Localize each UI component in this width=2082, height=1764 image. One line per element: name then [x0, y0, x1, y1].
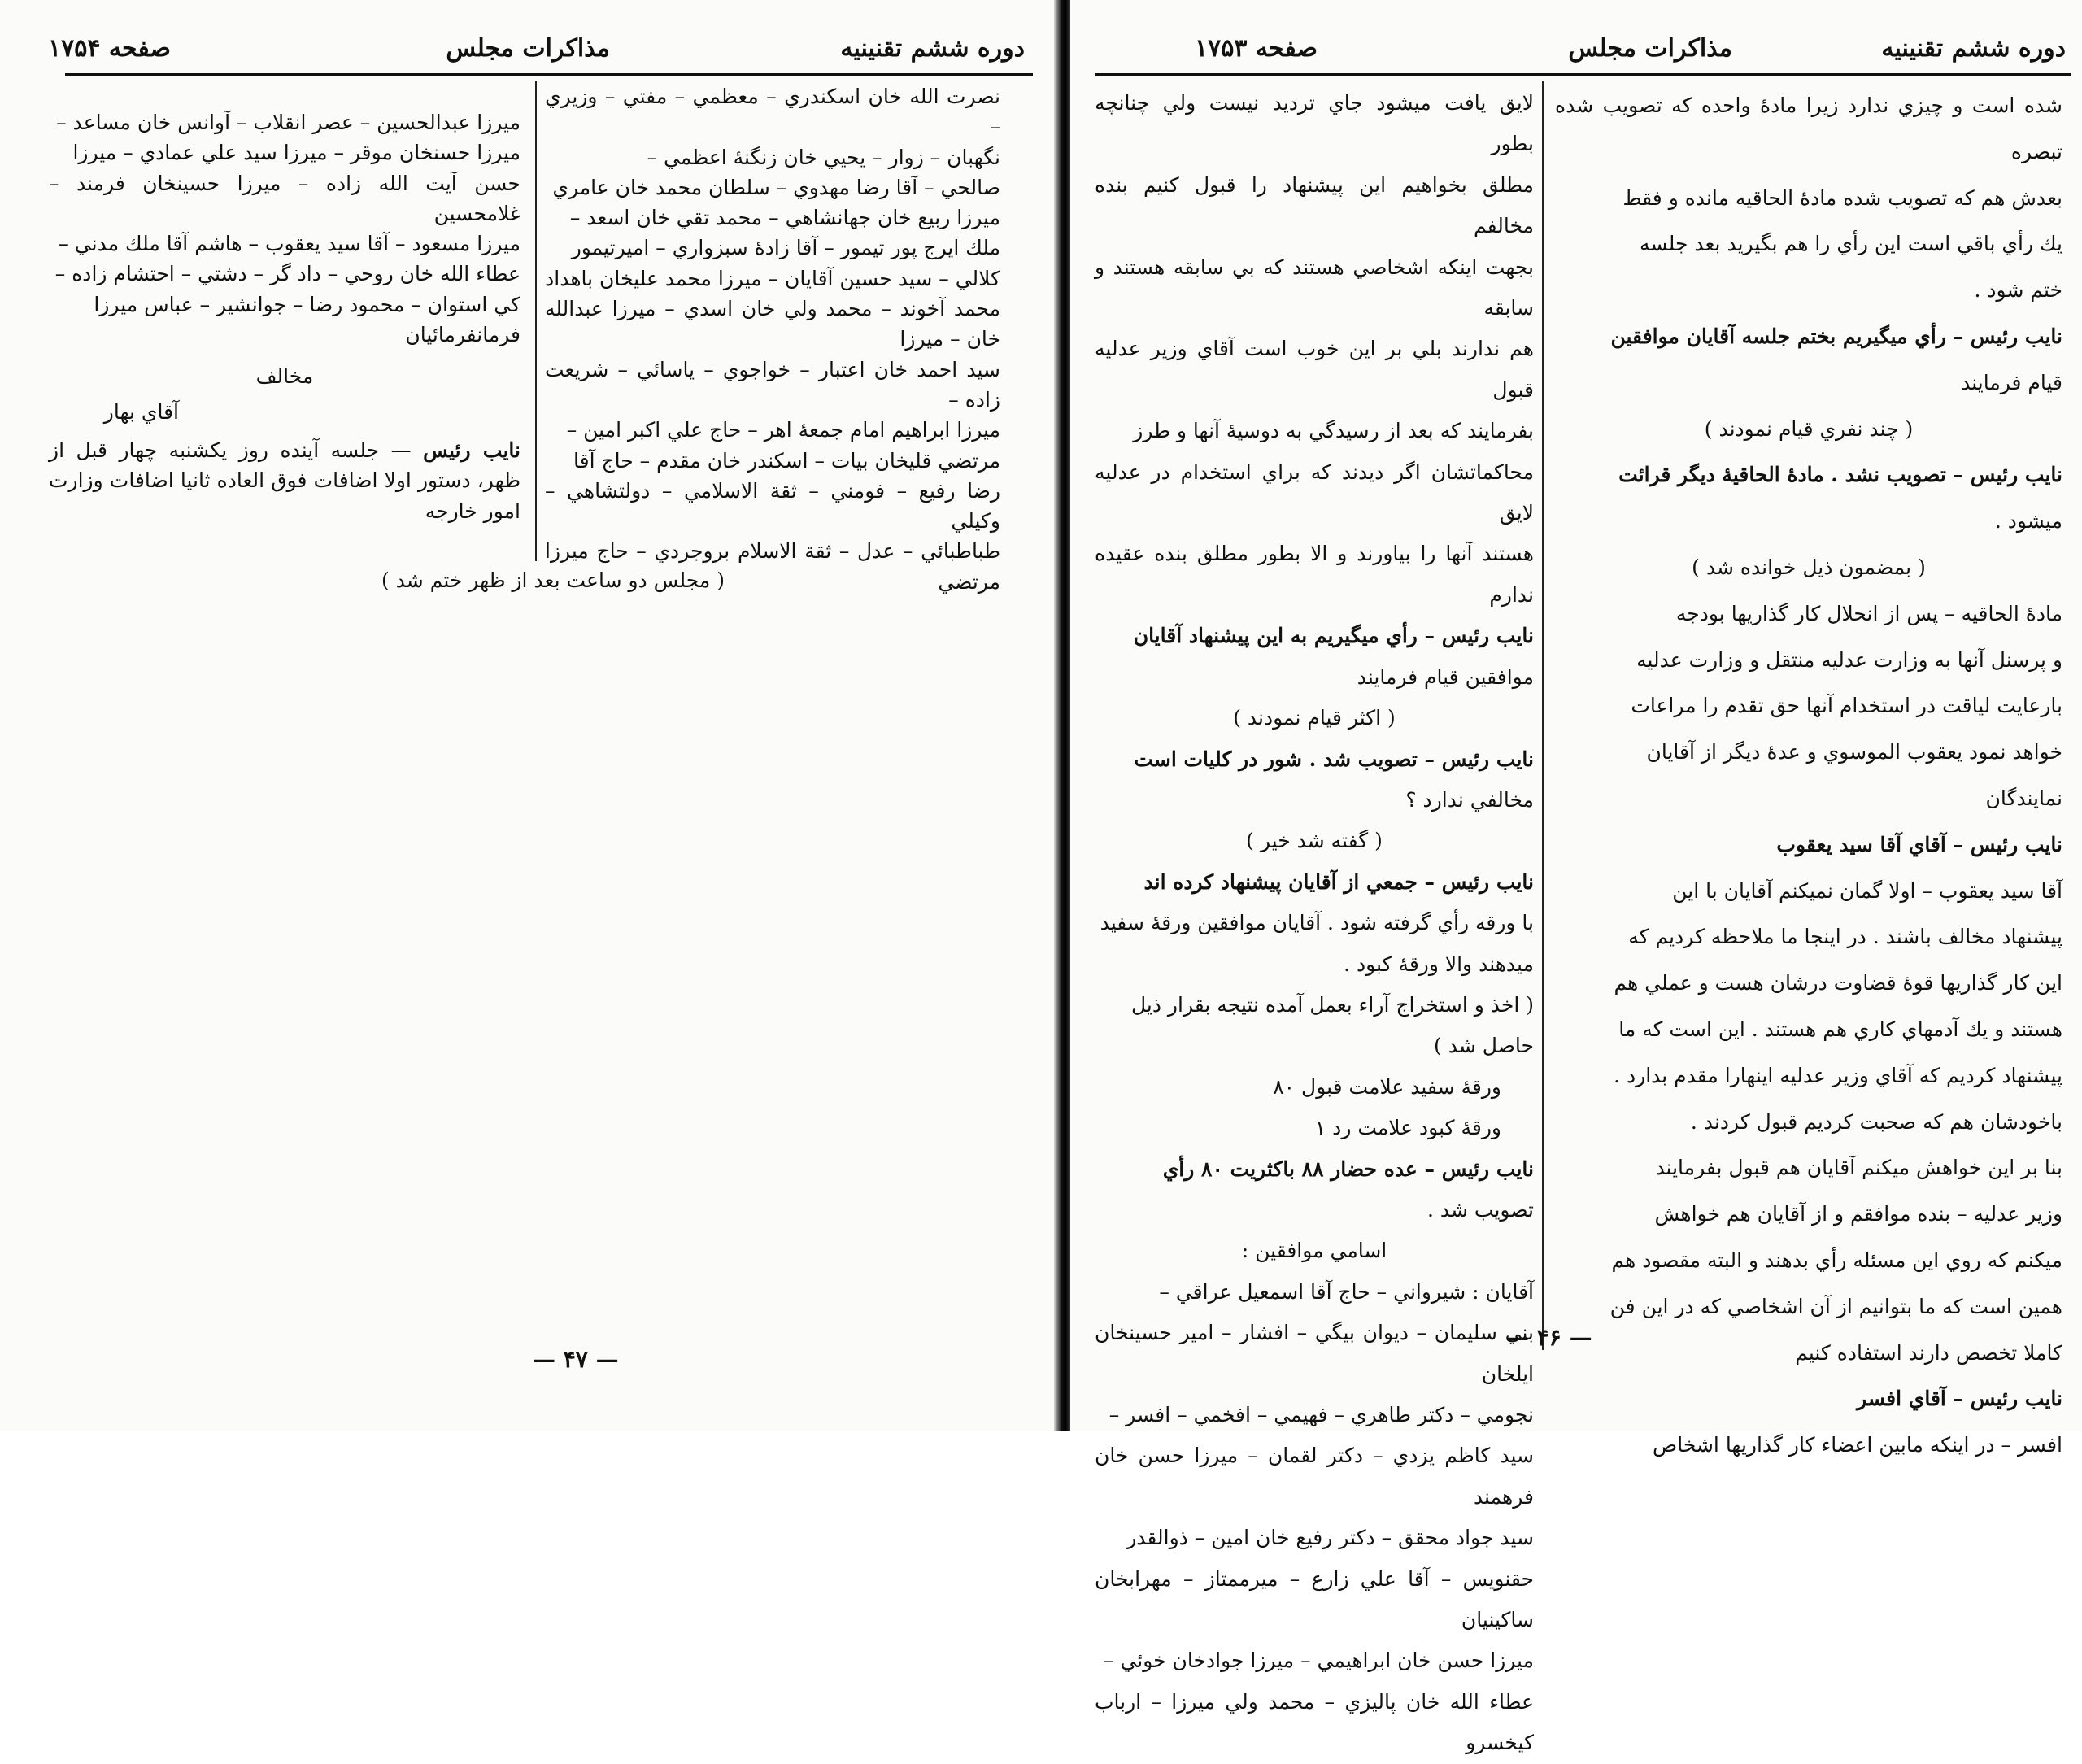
right-page: [1070, 0, 2082, 1755]
roster-line: كي استوان – محمود رضا – جوانشير – عباس ميرزا: [94, 292, 520, 316]
transcript-line: حاصل شد ): [1434, 1034, 1534, 1058]
transcript-line: شده است و چيزي ندارد زيرا مادهٔ واحده كه تصويب شده تبصره: [1555, 94, 2062, 163]
transcript-line: هستند آنها را بياورند و الا بطور مطلق بنده عقيده ندارم: [1095, 542, 1534, 607]
transcript-line: اين كار گذاريها قوهٔ قضاوت درشان هست و عملي هم: [1614, 971, 2062, 995]
closing-speaker: نايب رئيس: [423, 438, 520, 462]
left-page-left-column: ميرزا عبدالحسين – عصر انقلاب – آوانس خان مساعد – ميرزا حسنخان موقر – ميرزا سيد علي عمادي – ميرزا حسن آيت الله زاده – ميرزا حسينخان فرمند – غلامحسين ميرزا مسعود – آقا سيد يعقوب – هاشم آقا ملك مدني – عطاء الله خان روحي – داد گر – دشتي – احتشام زاده – كي استوان – محمود رضا – جوانشير – عباس ميرزا فرمانفرمائيان مخالف آقاي بهار نايب رئيس — جلسه آينده روز يكشنبه چهار قبل از ظهر، دستور اولا اضافات فوق العاده ثانيا اضافات وزارت امور خارجه: [49, 107, 520, 526]
transcript-line: ( چند نفري قيام نمودند ): [1704, 416, 1914, 441]
transcript-line: و پرسنل آنها به وزارت عدليه منتقل و وزارت عدليه: [1636, 647, 2062, 672]
transcript-line: بنا بر اين خواهش ميكنم آقايان هم قبول بفرمايند: [1655, 1156, 2062, 1180]
roster-line: سيد احمد خان اعتبار – خواجوي – ياسائي – شريعت زاده –: [545, 357, 1000, 412]
transcript-line: مطلق بخواهيم اين پيشنهاد را قبول كنيم بنده مخالفم: [1095, 172, 1534, 238]
transcript-line: با ورقه رأي گرفته شود . آقايان موافقين ورقهٔ سفيد: [1100, 911, 1534, 935]
roster-line: ميرزا عبدالحسين – عصر انقلاب – آوانس خان مساعد –: [56, 111, 520, 134]
transcript-line: آقا سيد يعقوب – اولا گمان نميكنم آقايان با اين: [1672, 878, 2062, 903]
transcript-line: تصويب شد .: [1427, 1197, 1534, 1222]
roster-line: مرتضي قليخان بيات – اسكندر خان مقدم – حاج آقا: [573, 448, 1000, 473]
transcript-line: نايب رئيس – رأي ميگيريم به اين پيشنهاد آقايان: [1133, 624, 1534, 648]
right-page-header: [1070, 34, 2082, 67]
transcript-line: باخودشان هم كه صحبت كرديم قبول كردند .: [1690, 1109, 2062, 1134]
roster-line: رضا رفيع – فومني – ثقة الاسلامي – دولتشاهي – وكيلي: [545, 478, 1000, 534]
transcript-line: كاملا تخصص دارند استفاده كنيم: [1795, 1340, 2062, 1365]
transcript-line: بفرمايند كه بعد از رسيدگي به دوسيهٔ آنها و طرز: [1133, 419, 1534, 443]
transcript-line: سيد جواد محقق – دكتر رفيع خان امين – ذوالقدر: [1126, 1526, 1534, 1550]
transcript-line: نجومي – دكتر طاهري – فهيمي – افخمي – افسر –: [1109, 1403, 1534, 1426]
transcript-line: نايب رئيس – عده حضار ۸۸ باكثريت ۸۰ رأي: [1162, 1156, 1534, 1181]
transcript-line: قيام فرمايند: [1961, 370, 2062, 394]
roster-line: صالحي – آقا رضا مهدوي – سلطان محمد خان عامري: [552, 175, 1000, 199]
transcript-line: محاكماتشان اگر ديدند كه براي استخدام در عدليه لايق: [1095, 460, 1534, 525]
transcript-line: ميشود .: [1994, 509, 2062, 534]
transcript-line: نايب رئيس – آقاي آقا سيد يعقوب: [1776, 832, 2062, 856]
transcript-line: سيد كاظم يزدي – دكتر لقمان – ميرزا حسن خان فرهمند: [1095, 1444, 1534, 1509]
transcript-line: ( اخذ و استخراج آراء بعمل آمده نتيجه بقرار ذيل: [1130, 992, 1534, 1017]
transcript-line: ورقهٔ سفيد علامت قبول ۸۰: [1273, 1074, 1501, 1099]
transcript-line: وزير عدليه – بنده موافقم و از آقايان هم خواهش: [1654, 1202, 2062, 1226]
transcript-line: نايب رئيس – تصويب شد . شور در كليات است: [1134, 747, 1534, 771]
transcript-line: خواهد نمود يعقوب الموسوي و عدهٔ ديگر از آقايان: [1646, 740, 2062, 764]
transcript-line: مخالفي ندارد ؟: [1405, 787, 1534, 812]
transcript-line: ميدهند والا ورقهٔ كبود .: [1344, 952, 1534, 976]
roster-line: ميرزا مسعود – آقا سيد يعقوب – هاشم آقا ملك مدني –: [58, 232, 520, 256]
right-page-right-column: [1555, 83, 2062, 1469]
transcript-line: افسر – در اينكه مابين اعضاء كار گذاريها اشخاص: [1653, 1433, 2062, 1457]
transcript-line: عطاء الله خان پاليزي – محمد ولي ميرزا – ارباب كيخسرو: [1095, 1689, 1534, 1755]
roster-line: كلالي – سيد حسين آقايان – ميرزا محمد عليخان باهداد: [545, 266, 1000, 290]
right-page-number: — ۴۶ —: [1506, 1324, 1592, 1351]
right-header-period: دوره ششم تقنينيه: [1881, 34, 2066, 63]
transcript-line: ميرزا حسن خان ابراهيمي – ميرزا جوادخان خوئي –: [1104, 1649, 1534, 1673]
left-page-right-column: [545, 81, 1000, 597]
transcript-line: بجهت اينكه اشخاصي هستند كه بي سابقه هستند و سابقه: [1095, 255, 1534, 320]
roster-line: ميرزا حسنخان موقر – ميرزا سيد علي عمادي – ميرزا: [72, 141, 520, 165]
transcript-line: نمايندگان: [1985, 786, 2062, 810]
transcript-line: يك رأي باقي است اين رأي را هم بگيريد بعد جلسه: [1639, 232, 2062, 256]
right-header-rule: [1095, 73, 2071, 76]
left-header-page-label: صفحه ۱۷۵۴: [48, 34, 171, 63]
left-page-number: — ۴۷ —: [533, 1346, 619, 1373]
roster-line: نگهبان – زوار – يحيي خان زنگنهٔ اعظمي –: [647, 145, 1000, 169]
adjourn-note: [358, 565, 748, 595]
transcript-line: اسامي موافقين :: [1241, 1239, 1387, 1263]
roster-line: محمد آخوند – محمد ولي خان اسدي – ميرزا عبدالله خان – ميرزا: [545, 297, 1000, 351]
right-header-title: مذاكرات مجلس: [1568, 34, 1732, 63]
transcript-line: مادهٔ الحاقيه – پس از انحلال كار گذاريها بودجه: [1675, 601, 2062, 625]
transcript-line: نايب رئيس – آقاي افسر: [1857, 1387, 2062, 1411]
left-header-title: مذاكرات مجلس: [446, 34, 610, 63]
transcript-line: موافقين قيام فرمايند: [1357, 664, 1534, 689]
transcript-line: پيشنهاد كرديم كه آقاي وزير عدليه اينهارا مقدم بدارد .: [1614, 1063, 2062, 1087]
closing-text: جلسه آينده روز يكشنبه چهار قبل از ظهر، دستور اولا اضافات فوق العاده ثانيا اضافات وزارت امور خارجه: [49, 438, 520, 523]
left-column-divider: [535, 81, 537, 561]
right-column-divider: [1542, 81, 1544, 1350]
opposed-name: آقاي بهار: [103, 399, 179, 424]
roster-line: ميرزا ربيع خان جهانشاهي – محمد تقي خان اسعد –: [569, 206, 1000, 230]
transcript-line: ورقهٔ كبود علامت رد ۱: [1314, 1116, 1501, 1140]
roster-line: طباطبائي – عدل – ثقة الاسلام بروجردي – حاج ميرزا مرتضي: [545, 539, 1000, 594]
adjourn-text: ( مجلس دو ساعت بعد از ظهر ختم شد ): [381, 568, 725, 592]
transcript-line: ( بمضمون ذيل خوانده شد ): [1692, 555, 1926, 579]
transcript-line: ميكنم كه روي اين مسئله رأي بدهند و البته مقصود هم: [1611, 1248, 2062, 1272]
transcript-line: لايق يافت ميشود جاي ترديد نيست ولي چنانچه بطور: [1095, 91, 1534, 156]
left-page: [0, 0, 1065, 1431]
roster-line: حسن آيت الله زاده – ميرزا حسينخان فرمند – غلامحسين: [49, 171, 520, 225]
transcript-line: بارعايت لياقت در استخدام آنها حق تقدم را مراعات: [1631, 694, 2062, 718]
transcript-line: ( اكثر قيام نمودند ): [1233, 706, 1396, 730]
transcript-line: حقنويس – آقا علي زارع – ميرممتاز – مهرابخان ساكينيان: [1095, 1566, 1534, 1632]
transcript-line: آقايان : شيرواني – حاج آقا اسمعيل عراقي –: [1159, 1279, 1534, 1304]
right-header-page-label: صفحه ۱۷۵۳: [1195, 34, 1318, 63]
transcript-line: هستند و يك آدمهاي كاري هم هستند . اين است كه ما: [1618, 1017, 2062, 1041]
left-page-header: [0, 34, 1033, 67]
transcript-line: نايب رئيس – جمعي از آقايان پيشنهاد كرده اند: [1143, 869, 1534, 894]
roster-line: ملك ايرج پور تيمور – آقا زادهٔ سبزواري – اميرتيمور: [571, 236, 1000, 260]
transcript-line: بعدش هم كه تصويب شده مادهٔ الحاقيه مانده و فقط: [1622, 185, 2062, 210]
transcript-line: هم ندارند بلي بر اين خوب است آقاي وزير عدليه قبول: [1095, 337, 1534, 402]
transcript-line: ( گفته شد خير ): [1246, 829, 1383, 853]
right-page-left-column: [1095, 83, 1534, 1764]
transcript-line: نايب رئيس – رأي ميگيريم بختم جلسه آقايان موافقين: [1610, 324, 2062, 348]
left-header-period: دوره ششم تقنينيه: [840, 34, 1025, 63]
transcript-line: نايب رئيس – تصويب نشد . مادهٔ الحاقيهٔ ديگر قرائت: [1618, 463, 2062, 487]
roster-line: نصرت الله خان اسكندري – معظمي – مفتي – وزيري –: [545, 85, 1000, 139]
roster-line: فرمانفرمائيان: [405, 323, 520, 347]
left-header-rule: [65, 73, 1033, 76]
transcript-line: ختم شود .: [1974, 278, 2062, 303]
transcript-line: بني سليمان – ديوان بيگي – افشار – امير حسينخان ايلخان: [1095, 1321, 1534, 1386]
transcript-line: همين است كه ما بتوانيم از آن اشخاصي كه در اين فن: [1609, 1294, 2062, 1318]
roster-line: عطاء الله خان روحي – داد گر – دشتي – احتشام زاده –: [54, 262, 520, 286]
roster-line: ميرزا ابراهيم امام جمعهٔ اهر – حاج علي اكبر امين –: [566, 418, 1000, 442]
transcript-line: پيشنهاد مخالف باشند . در اينجا ما ملاحظه كرديم كه: [1628, 925, 2062, 949]
opposed-heading: مخالف: [255, 364, 314, 389]
